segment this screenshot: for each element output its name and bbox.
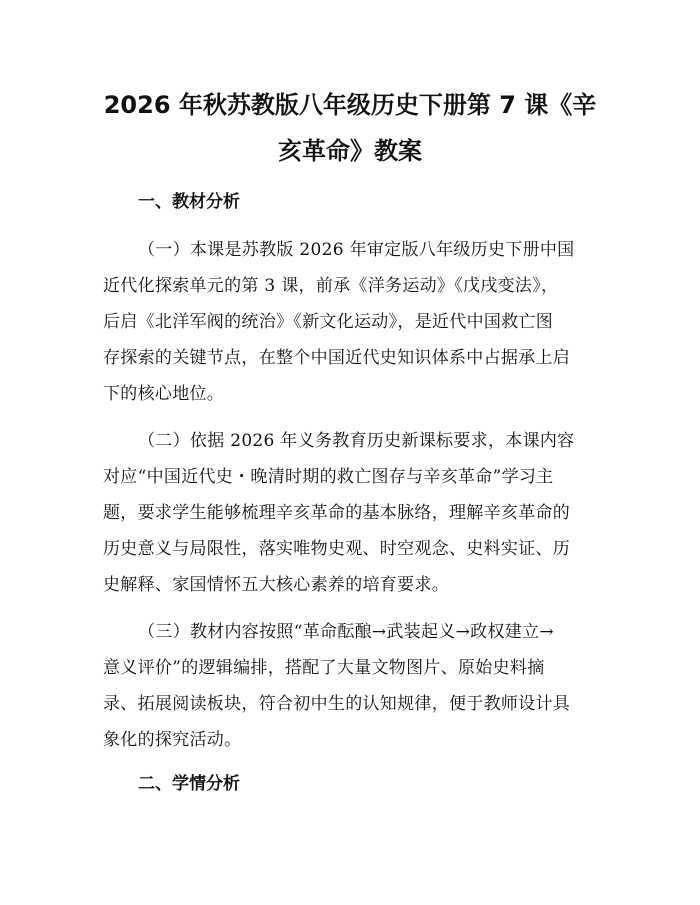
paragraph-line: 下的核心地位。 xyxy=(103,384,225,404)
paragraph-content-arrangement xyxy=(103,614,603,758)
paragraph-line: （二）依据 2026 年义务教育历史新课标要求，本课内容 xyxy=(138,431,575,451)
paragraph-line: 录、拓展阅读板块，符合初中生的认知规律，便于教师设计具 xyxy=(103,694,571,714)
document-title-line: 亥革命》教案 xyxy=(278,137,422,165)
paragraph-line: 对应“中国近代史・晚清时期的救亡图存与辛亥革命”学习主 xyxy=(103,467,554,487)
paragraph-line: 后启《北洋军阀的统治》《新文化运动》，是近代中国救亡图 xyxy=(103,312,554,332)
paragraph-curriculum-standard xyxy=(103,423,603,603)
paragraph-line: 象化的探究活动。 xyxy=(103,730,242,750)
paragraph-line: （三）教材内容按照“革命酝酿→武装起义→政权建立→ xyxy=(138,622,554,642)
paragraph-line: 近代化探索单元的第 3 课，前承《洋务运动》《戊戌变法》， xyxy=(103,276,559,296)
section-heading-textbook-analysis: 一、教材分析 xyxy=(138,192,240,212)
section-heading-learner-analysis: 二、学情分析 xyxy=(138,774,240,794)
paragraph-line: 存探索的关键节点，在整个中国近代史知识体系中占据承上启 xyxy=(103,348,571,368)
paragraph-line: 历史意义与局限性，落实唯物史观、时空观念、史料实证、历 xyxy=(103,539,571,559)
paragraph-line: 史解释、家国情怀五大核心素养的培育要求。 xyxy=(103,575,449,595)
paragraph-line: 题，要求学生能够梳理辛亥革命的基本脉络，理解辛亥革命的 xyxy=(103,503,571,523)
paragraph-line: （一）本课是苏教版 2026 年审定版八年级历史下册中国 xyxy=(138,240,575,260)
document-title-line: 2026 年秋苏教版八年级历史下册第 7 课《辛 xyxy=(103,91,597,119)
paragraph-textbook-position xyxy=(103,232,603,412)
paragraph-line: 意义评价”的逻辑编排，搭配了大量文物图片、原始史料摘 xyxy=(103,658,545,678)
document-title xyxy=(100,82,600,174)
